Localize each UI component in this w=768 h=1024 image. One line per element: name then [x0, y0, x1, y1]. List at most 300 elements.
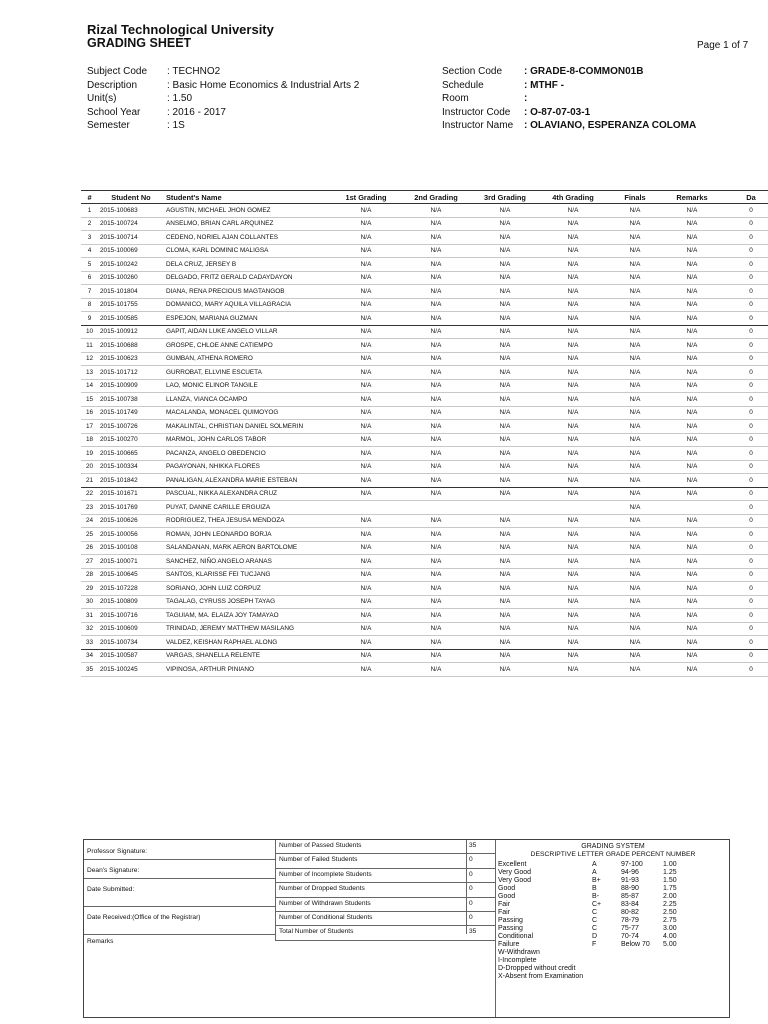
table-cell: N/A — [539, 649, 607, 663]
signature-divider — [84, 878, 275, 879]
table-header-row — [81, 191, 768, 204]
table-cell: 11 — [81, 339, 98, 353]
table-cell: N/A — [471, 393, 539, 407]
table-cell: N/A — [331, 339, 401, 353]
signature-label: Date Received:(Office of the Registrar) — [87, 914, 201, 921]
table-cell: N/A — [471, 312, 539, 326]
grade-cell: 2.00 — [663, 893, 677, 900]
table-cell: 2015-100056 — [98, 528, 164, 542]
table-cell: 24 — [81, 514, 98, 528]
table-cell: N/A — [401, 568, 471, 582]
table-cell: 0 — [721, 352, 768, 366]
table-cell: N/A — [607, 622, 663, 636]
table-cell: N/A — [607, 501, 663, 515]
table-cell: N/A — [539, 474, 607, 488]
table-cell: N/A — [539, 352, 607, 366]
grade-cell: C+ — [592, 901, 602, 908]
grade-cell: Very Good — [498, 877, 532, 884]
table-cell: 2015-100912 — [98, 325, 164, 339]
table-cell: 0 — [721, 366, 768, 380]
table-cell: N/A — [663, 312, 721, 326]
table-cell: 2015-100909 — [98, 379, 164, 393]
signature-divider — [84, 859, 275, 860]
table-cell: N/A — [401, 325, 471, 339]
table-cell: SANTOS, KLARISSE FEI TUCJANG — [164, 568, 331, 582]
table-cell: N/A — [471, 339, 539, 353]
table-cell: 2015-100260 — [98, 271, 164, 285]
grade-cell: Excellent — [498, 861, 527, 868]
table-row — [81, 474, 768, 488]
table-cell: N/A — [539, 514, 607, 528]
table-cell: N/A — [663, 406, 721, 420]
grade-cell: 2.50 — [663, 909, 677, 916]
grade-cell: B- — [592, 893, 599, 900]
table-row — [81, 420, 768, 434]
grade-cell: Good — [498, 885, 516, 892]
grade-cell: 4.00 — [663, 933, 677, 940]
table-cell: N/A — [607, 298, 663, 312]
table-cell: TRINIDAD, JEREMY MATTHEW MASILANG — [164, 622, 331, 636]
table-cell: VALDEZ, KEISHAN RAPHAEL ALONG — [164, 636, 331, 650]
table-cell: N/A — [607, 609, 663, 623]
grade-cell: 1.25 — [663, 869, 677, 876]
table-cell: 27 — [81, 555, 98, 569]
table-cell: N/A — [401, 514, 471, 528]
stat-row — [276, 869, 496, 883]
table-cell: N/A — [663, 636, 721, 650]
grade-cell: 75-77 — [621, 925, 639, 932]
table-cell: 2015-100585 — [98, 312, 164, 326]
table-cell: 34 — [81, 649, 98, 663]
info-right-labels — [442, 65, 524, 133]
table-cell: N/A — [607, 568, 663, 582]
table-cell: 20 — [81, 460, 98, 474]
table-cell: N/A — [663, 474, 721, 488]
info-value: : 2016 - 2017 — [167, 106, 226, 118]
table-cell: N/A — [607, 339, 663, 353]
table-cell: N/A — [539, 231, 607, 245]
info-value: : O-87-07-03-1 — [524, 106, 591, 118]
table-cell: N/A — [663, 217, 721, 231]
table-row — [81, 487, 768, 501]
table-cell: N/A — [471, 568, 539, 582]
table-cell: 2015-101671 — [98, 487, 164, 501]
table-row — [81, 393, 768, 407]
table-cell: 12 — [81, 352, 98, 366]
table-cell: 7 — [81, 285, 98, 299]
table-cell: 18 — [81, 433, 98, 447]
table-cell: N/A — [471, 204, 539, 218]
grade-cell: 1.75 — [663, 885, 677, 892]
grade-row — [496, 901, 730, 909]
table-cell: 2015-100665 — [98, 447, 164, 461]
stat-label: Total Number of Students — [279, 928, 354, 936]
table-cell: N/A — [331, 636, 401, 650]
table-cell: N/A — [401, 312, 471, 326]
grade-cell: 94-96 — [621, 869, 639, 876]
info-right-values — [524, 65, 764, 133]
table-cell: N/A — [663, 420, 721, 434]
table-cell: N/A — [471, 433, 539, 447]
table-row — [81, 244, 768, 258]
grade-cell: 78-79 — [621, 917, 639, 924]
table-cell: N/A — [539, 312, 607, 326]
table-cell: 2015-100714 — [98, 231, 164, 245]
table-cell: 2015-107228 — [98, 582, 164, 596]
table-cell: N/A — [539, 447, 607, 461]
table-cell: N/A — [401, 622, 471, 636]
stat-label: Number of Incomplete Students — [279, 870, 372, 878]
grade-cell: Very Good — [498, 869, 532, 876]
grade-cell: 2.25 — [663, 901, 677, 908]
table-cell: N/A — [663, 393, 721, 407]
table-cell: N/A — [401, 258, 471, 272]
table-cell: N/A — [607, 258, 663, 272]
table-row — [81, 595, 768, 609]
sheet-title: GRADING SHEET — [87, 36, 192, 50]
table-cell: N/A — [663, 298, 721, 312]
table-cell: DIANA, RENA PRECIOUS MAGTANGOB — [164, 285, 331, 299]
table-cell: N/A — [663, 258, 721, 272]
table-cell: N/A — [539, 379, 607, 393]
table-cell: N/A — [471, 649, 539, 663]
stat-row — [276, 883, 496, 897]
table-cell: N/A — [607, 528, 663, 542]
table-cell: N/A — [539, 285, 607, 299]
grading-system — [495, 840, 730, 1017]
info-label: Section Code — [442, 66, 503, 77]
grading-system-header: DESCRIPTIVE LETTER GRADE PERCENT NUMBER — [530, 851, 696, 858]
column-header: Remarks — [663, 191, 721, 204]
table-row — [81, 231, 768, 245]
table-cell: N/A — [539, 204, 607, 218]
stat-value: 0 — [469, 856, 473, 864]
grade-row — [496, 941, 730, 949]
table-cell: N/A — [663, 460, 721, 474]
table-cell: N/A — [401, 636, 471, 650]
table-cell: N/A — [607, 312, 663, 326]
table-cell: N/A — [401, 541, 471, 555]
table-cell: N/A — [471, 352, 539, 366]
table-cell: N/A — [607, 366, 663, 380]
table-cell: N/A — [471, 636, 539, 650]
table-cell: N/A — [663, 622, 721, 636]
table-cell: N/A — [663, 339, 721, 353]
table-cell: N/A — [401, 582, 471, 596]
table-cell: TAGUIAM, MA. ELAIZA JOY TAMAYAO — [164, 609, 331, 623]
table-cell: N/A — [331, 474, 401, 488]
table-cell: N/A — [607, 582, 663, 596]
table-cell: N/A — [539, 298, 607, 312]
table-cell: N/A — [331, 231, 401, 245]
table-cell: N/A — [607, 663, 663, 677]
table-cell: DELA CRUZ, JERSEY B — [164, 258, 331, 272]
table-cell: N/A — [471, 555, 539, 569]
table-cell: N/A — [663, 582, 721, 596]
table-cell: N/A — [471, 582, 539, 596]
table-row — [81, 541, 768, 555]
table-cell: 2015-100245 — [98, 663, 164, 677]
grade-row — [496, 925, 730, 933]
table-cell: 2015-101712 — [98, 366, 164, 380]
table-cell: 0 — [721, 393, 768, 407]
table-cell: 0 — [721, 474, 768, 488]
table-cell: N/A — [471, 663, 539, 677]
table-cell: N/A — [607, 555, 663, 569]
table-cell: N/A — [471, 366, 539, 380]
grade-cell: Passing — [498, 917, 523, 924]
stat-value: 35 — [469, 842, 477, 849]
table-cell: N/A — [539, 366, 607, 380]
grade-cell: B — [592, 885, 597, 892]
table-cell: N/A — [331, 460, 401, 474]
table-cell — [663, 501, 721, 515]
table-cell: N/A — [331, 244, 401, 258]
table-cell: 6 — [81, 271, 98, 285]
table-cell: N/A — [401, 366, 471, 380]
grade-cell: 3.00 — [663, 925, 677, 932]
table-cell: N/A — [663, 568, 721, 582]
grade-cell: Fair — [498, 901, 511, 908]
grade-cell: A — [592, 869, 597, 876]
table-cell: N/A — [663, 231, 721, 245]
table-cell: N/A — [607, 285, 663, 299]
grading-table — [81, 190, 768, 677]
stat-value: 35 — [469, 928, 477, 936]
table-cell: N/A — [331, 271, 401, 285]
table-cell: 2015-101749 — [98, 406, 164, 420]
table-cell: N/A — [607, 244, 663, 258]
column-header: 1st Grading — [331, 191, 401, 204]
grade-cell: 88-90 — [621, 885, 639, 892]
table-cell: 0 — [721, 555, 768, 569]
table-cell: 33 — [81, 636, 98, 650]
table-cell: 2015-100626 — [98, 514, 164, 528]
table-row — [81, 352, 768, 366]
table-cell: 4 — [81, 244, 98, 258]
table-row — [81, 312, 768, 326]
table-cell: N/A — [607, 433, 663, 447]
university-name: Rizal Technological University — [87, 22, 274, 37]
table-cell: N/A — [539, 636, 607, 650]
table-cell: N/A — [607, 406, 663, 420]
stat-label: Number of Failed Students — [279, 856, 358, 864]
table-cell: DELGADO, FRITZ GERALD CADAYDAYON — [164, 271, 331, 285]
table-cell: 0 — [721, 298, 768, 312]
column-header: Student's Name — [164, 191, 331, 204]
info-label: School Year — [87, 106, 141, 118]
table-cell: LLANZA, VIANCA OCAMPO — [164, 393, 331, 407]
table-cell: 0 — [721, 487, 768, 501]
table-cell: N/A — [471, 325, 539, 339]
table-row — [81, 204, 768, 218]
table-cell: N/A — [401, 204, 471, 218]
info-value: : OLAVIANO, ESPERANZA COLOMA — [524, 120, 697, 131]
table-cell: N/A — [539, 595, 607, 609]
grade-cell: 1.50 — [663, 877, 677, 884]
grade-legend-item: I-Incomplete — [498, 957, 537, 964]
table-row — [81, 447, 768, 461]
table-cell: N/A — [401, 663, 471, 677]
table-cell: 2 — [81, 217, 98, 231]
table-cell: N/A — [539, 555, 607, 569]
table-cell: 2015-100071 — [98, 555, 164, 569]
table-cell: N/A — [471, 379, 539, 393]
table-cell: N/A — [331, 312, 401, 326]
table-row — [81, 271, 768, 285]
table-cell: N/A — [539, 271, 607, 285]
table-cell: 2015-101842 — [98, 474, 164, 488]
stat-row — [276, 926, 496, 940]
table-cell: 3 — [81, 231, 98, 245]
table-row — [81, 582, 768, 596]
table-cell: 2015-100587 — [98, 649, 164, 663]
table-cell: 0 — [721, 379, 768, 393]
table-cell: N/A — [539, 528, 607, 542]
grade-cell: Below 70 — [621, 941, 650, 948]
table-cell: N/A — [401, 393, 471, 407]
table-cell: N/A — [401, 595, 471, 609]
grade-cell: A — [592, 861, 597, 868]
table-cell: N/A — [663, 487, 721, 501]
table-cell: CLOMA, KARL DOMINIC MALIGSA — [164, 244, 331, 258]
table-cell: 2015-100716 — [98, 609, 164, 623]
table-cell: 2015-100738 — [98, 393, 164, 407]
table-cell: PASCUAL, NIKKA ALEXANDRA CRUZ — [164, 487, 331, 501]
table-cell: N/A — [401, 339, 471, 353]
table-cell: N/A — [401, 447, 471, 461]
table-cell: N/A — [607, 636, 663, 650]
column-header: Finals — [607, 191, 663, 204]
table-row — [81, 339, 768, 353]
table-cell: N/A — [331, 325, 401, 339]
table-cell: 0 — [721, 339, 768, 353]
table-cell: N/A — [331, 622, 401, 636]
stat-row — [276, 898, 496, 912]
info-value: : TECHNO2 — [167, 66, 221, 77]
info-value: : 1.50 — [167, 93, 193, 104]
info-left-values — [167, 65, 427, 133]
table-cell: 2015-100623 — [98, 352, 164, 366]
grade-row — [496, 933, 730, 941]
table-cell: N/A — [331, 649, 401, 663]
info-value: : Basic Home Economics & Industrial Arts 2 — [167, 79, 360, 91]
table-cell: N/A — [331, 406, 401, 420]
table-row — [81, 258, 768, 272]
stat-label: Number of Dropped Students — [279, 885, 365, 893]
stat-label: Number of Conditional Students — [279, 913, 373, 921]
table-cell: N/A — [471, 258, 539, 272]
grade-cell: 85-87 — [621, 893, 639, 900]
table-cell: AGUSTIN, MICHAEL JHON GOMEZ — [164, 204, 331, 218]
grade-row — [496, 885, 730, 893]
table-cell: 2015-100724 — [98, 217, 164, 231]
stat-row — [276, 854, 496, 868]
table-cell: 0 — [721, 528, 768, 542]
table-cell: 17 — [81, 420, 98, 434]
table-cell: 2015-101769 — [98, 501, 164, 515]
table-cell: N/A — [331, 217, 401, 231]
table-row — [81, 622, 768, 636]
table-cell: N/A — [401, 352, 471, 366]
table-cell: GURROBAT, ELLVINE ESCUETA — [164, 366, 331, 380]
column-header: 4th Grading — [539, 191, 607, 204]
table-cell: 2015-100108 — [98, 541, 164, 555]
table-row — [81, 636, 768, 650]
info-label: Unit(s) — [87, 93, 117, 104]
table-cell: N/A — [607, 231, 663, 245]
grade-legend-item: X-Absent from Examination — [498, 973, 584, 980]
table-cell: N/A — [539, 406, 607, 420]
table-cell: 2015-100609 — [98, 622, 164, 636]
table-cell: N/A — [331, 447, 401, 461]
table-cell: 2015-100734 — [98, 636, 164, 650]
stat-row — [276, 840, 496, 854]
table-cell: 0 — [721, 447, 768, 461]
table-cell: N/A — [331, 528, 401, 542]
stat-value: 0 — [469, 913, 473, 921]
table-cell: 2015-100270 — [98, 433, 164, 447]
table-cell: N/A — [539, 244, 607, 258]
table-cell: ROMAN, JOHN LEONARDO BORJA — [164, 528, 331, 542]
table-cell: N/A — [607, 474, 663, 488]
table-cell: 0 — [721, 285, 768, 299]
table-cell: N/A — [471, 514, 539, 528]
table-row — [81, 406, 768, 420]
table-cell: 2015-101804 — [98, 285, 164, 299]
table-cell: N/A — [331, 568, 401, 582]
table-cell: N/A — [471, 622, 539, 636]
column-header: Student No — [98, 191, 164, 204]
table-row — [81, 649, 768, 663]
table-cell: N/A — [539, 487, 607, 501]
table-cell: N/A — [331, 433, 401, 447]
table-cell: N/A — [539, 460, 607, 474]
grade-row — [496, 893, 730, 901]
info-label: Subject Code — [87, 66, 148, 77]
table-cell: N/A — [471, 217, 539, 231]
table-cell: N/A — [663, 447, 721, 461]
table-cell: 0 — [721, 568, 768, 582]
table-cell: N/A — [663, 352, 721, 366]
table-cell: N/A — [663, 541, 721, 555]
grade-cell: D — [592, 933, 598, 940]
table-cell: N/A — [539, 622, 607, 636]
table-row — [81, 663, 768, 677]
info-label: Schedule — [442, 79, 484, 91]
table-cell: PAGAYONAN, NHIKKA FLORES — [164, 460, 331, 474]
info-value: : — [524, 93, 528, 104]
table-cell: CEDENO, NORIEL AJAN COLLANTES — [164, 231, 331, 245]
table-cell: N/A — [401, 460, 471, 474]
table-cell: 23 — [81, 501, 98, 515]
table-cell: N/A — [607, 325, 663, 339]
table-cell: N/A — [331, 514, 401, 528]
table-row — [81, 298, 768, 312]
table-cell: N/A — [401, 217, 471, 231]
table-cell: N/A — [663, 609, 721, 623]
table-cell: N/A — [607, 352, 663, 366]
table-cell: N/A — [331, 541, 401, 555]
table-cell: 2015-100334 — [98, 460, 164, 474]
table-cell: VIPINOSA, ARTHUR PINIANO — [164, 663, 331, 677]
table-cell: N/A — [331, 258, 401, 272]
grade-cell: Failure — [498, 941, 520, 948]
info-value: : MTHF - — [524, 79, 564, 91]
table-cell: N/A — [401, 649, 471, 663]
table-cell: TAGALAG, CYRUSS JOSEPH TAYAG — [164, 595, 331, 609]
table-cell: N/A — [401, 285, 471, 299]
